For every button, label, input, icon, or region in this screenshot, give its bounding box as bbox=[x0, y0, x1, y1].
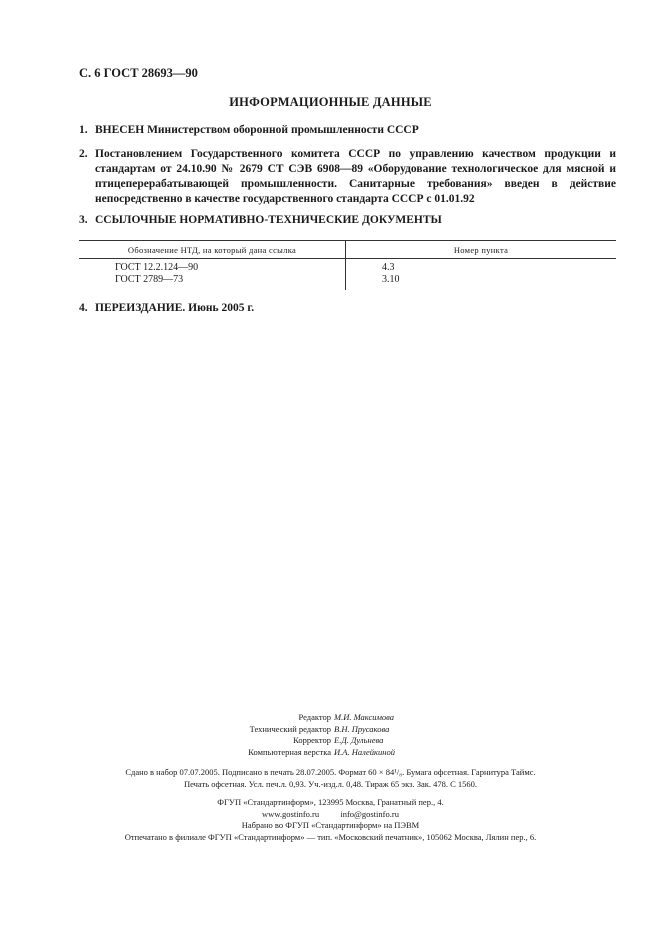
info-item-3 bbox=[79, 213, 616, 228]
editor-line bbox=[0, 724, 661, 736]
table-cell-doc: ГОСТ 2789—73 bbox=[115, 274, 184, 285]
editor-role: Редактор bbox=[298, 712, 331, 722]
editor-role: Корректор bbox=[293, 735, 331, 745]
item-number: 1. bbox=[79, 124, 88, 136]
info-item-1 bbox=[79, 123, 616, 138]
page-header: С. 6 ГОСТ 28693—90 bbox=[79, 66, 198, 80]
item-text: ССЫЛОЧНЫЕ НОРМАТИВНО-ТЕХНИЧЕСКИЕ ДОКУМЕНТЫ bbox=[95, 214, 442, 226]
table-top-rule bbox=[79, 240, 616, 241]
editor-line bbox=[0, 735, 661, 747]
print-info bbox=[0, 767, 661, 790]
table-cell-point: 3.10 bbox=[382, 274, 400, 285]
print-info-line: Сдано в набор 07.07.2005. Подписано в печать 28.07.2005. Формат 60 × 84¹/₈. Бумага офсетная. Гарнитура Таймс. bbox=[125, 767, 536, 777]
editor-name: Е.Д. Дульнева bbox=[334, 735, 384, 745]
table-cell-point: 4.3 bbox=[382, 262, 395, 273]
editors-block bbox=[0, 712, 661, 758]
info-item-4 bbox=[79, 301, 616, 316]
item-number: 3. bbox=[79, 214, 88, 226]
editor-role: Технический редактор bbox=[249, 723, 331, 734]
info-item-2 bbox=[79, 147, 616, 207]
publisher-line: ФГУП «Стандартинформ», 123995 Москва, Гранатный пер., 4. bbox=[217, 797, 444, 807]
item-text: ВНЕСЕН Министерством оборонной промышленности СССР bbox=[95, 124, 419, 136]
item-number: 4. bbox=[79, 302, 88, 314]
editor-line bbox=[0, 747, 661, 759]
item-number: 2. bbox=[79, 148, 88, 160]
table-header-point: Номер пункта bbox=[453, 245, 509, 255]
item-text: Постановлением Государственного комитета СССР по управлению качеством продукции и стандартам от 24.10.90 № 2679 СТ СЭВ 6908—89 «Оборудование технологическое для мясной и птицеперерабатывающей промышленности. Санитарные требования» введен в действие непосредственно в качестве государственного стандарта СССР с 01.01.92 bbox=[95, 148, 616, 205]
section-title: ИНФОРМАЦИОННЫЕ ДАННЫЕ bbox=[229, 95, 432, 109]
editor-line bbox=[0, 712, 661, 724]
table-header-doc: Обозначение НТД, на который дана ссылка bbox=[127, 245, 297, 255]
item-text: ПЕРЕИЗДАНИЕ. Июнь 2005 г. bbox=[95, 302, 255, 314]
table-header-rule bbox=[79, 258, 616, 259]
publisher-web: www.gostinfo.ru info@gostinfo.ru bbox=[262, 808, 399, 819]
publisher-line: Отпечатано в филиале ФГУП «Стандартинформ» — тип. «Московский печатник», 105062 Москва, Лялин пер., 6. bbox=[124, 831, 537, 842]
publisher-line: Набрано во ФГУП «Стандартинформ» на ПЭВМ bbox=[241, 820, 420, 830]
table-cell-doc: ГОСТ 12.2.124—90 bbox=[115, 262, 199, 273]
publisher-info bbox=[0, 797, 661, 843]
editor-role: Компьютерная верстка bbox=[248, 746, 331, 757]
editor-name: М.И. Максимова bbox=[334, 712, 395, 722]
editor-name: И.А. Налейкиной bbox=[334, 746, 395, 757]
print-info-line: Печать офсетная. Усл. печ.л. 0,93. Уч.-изд.л. 0,48. Тираж 65 экз. Зак. 478. С 1560. bbox=[183, 778, 478, 789]
editor-name: В.Н. Прусакова bbox=[334, 723, 390, 734]
